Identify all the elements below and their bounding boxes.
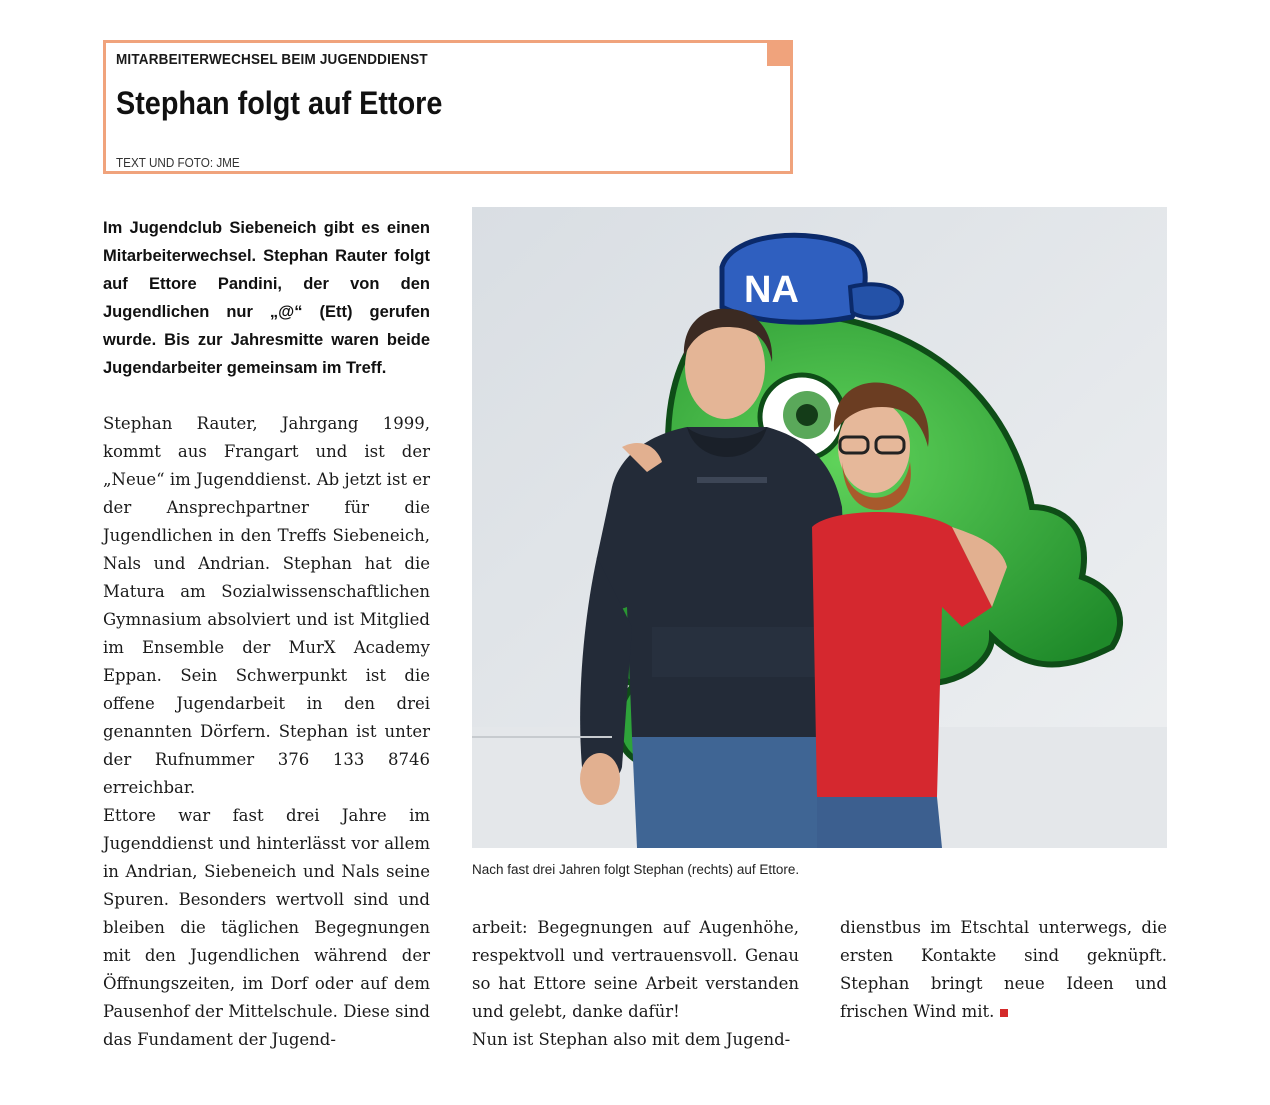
body-paragraph: Nun ist Stephan also mit dem Jugend-	[472, 1030, 791, 1049]
article-credit: TEXT UND FOTO: JME	[116, 155, 240, 170]
header-corner-accent	[767, 40, 793, 66]
cap-lettering: NA	[744, 269, 799, 311]
body-paragraph-text: dienstbus im Etschtal unterwegs, die ersten Kontakte sind geknüpft. Stephan bringt neue Ideen und frischen Wind mit.	[840, 918, 1167, 1021]
article-kicker: MITARBEITERWECHSEL BEIM JUGENDDIENST	[116, 51, 428, 68]
body-paragraph: arbeit: Begegnungen auf Augenhöhe, respektvoll und vertrauensvoll. Genau so hat Ettore seine Arbeit verstanden und gelebt, danke dafür!	[472, 918, 799, 1021]
article-header-box	[103, 40, 793, 174]
body-column-1	[103, 410, 430, 1054]
body-column-3	[840, 914, 1167, 1026]
body-paragraph	[840, 914, 1167, 1026]
photo-caption: Nach fast drei Jahren folgt Stephan (rechts) auf Ettore.	[472, 862, 800, 877]
body-column-2	[472, 914, 799, 1054]
body-paragraph: Stephan Rauter, Jahrgang 1999, kommt aus Frangart und ist der „Neue“ im Jugenddienst. Ab jetzt ist er der Ansprechpartner für die Jugendlichen in den Treffs Siebeneich, Nals und Andrian. Stephan hat die Matura am Sozialwissenschaftlichen Gymnasium absolviert und ist Mitglied im Ensemble der MurX Academy Eppan. Sein Schwerpunkt ist die offene Jugendarbeit in den drei genannten Dörfern. Stephan ist unter der Rufnummer 376 133 8746 erreichbar.	[103, 414, 430, 797]
body-paragraph: Ettore war fast drei Jahre im Jugenddienst und hinterlässt vor allem in Andrian, Siebeneich und Nals seine Spuren. Besonders wertvoll sind und bleiben die täglichen Begegnungen mit den Jugendlichen während der Öffnungszeiten, im Dorf oder auf dem Pausenhof der Mittelschule. Diese sind das Fundament der Jugend-	[103, 806, 430, 1049]
article-photo	[472, 207, 1167, 848]
article-headline: Stephan folgt auf Ettore	[116, 85, 443, 121]
end-of-article-mark	[1000, 1009, 1008, 1017]
article-lead: Im Jugendclub Siebeneich gibt es einen Mitarbeiterwechsel. Stephan Rauter folgt auf Ettore Pandini, der von den Jugendlichen nur „@“ (Ett) gerufen wurde. Bis zur Jahresmitte waren beide Jugendarbeiter gemeinsam im Treff.	[103, 219, 430, 377]
photo-illustration	[472, 207, 1167, 848]
